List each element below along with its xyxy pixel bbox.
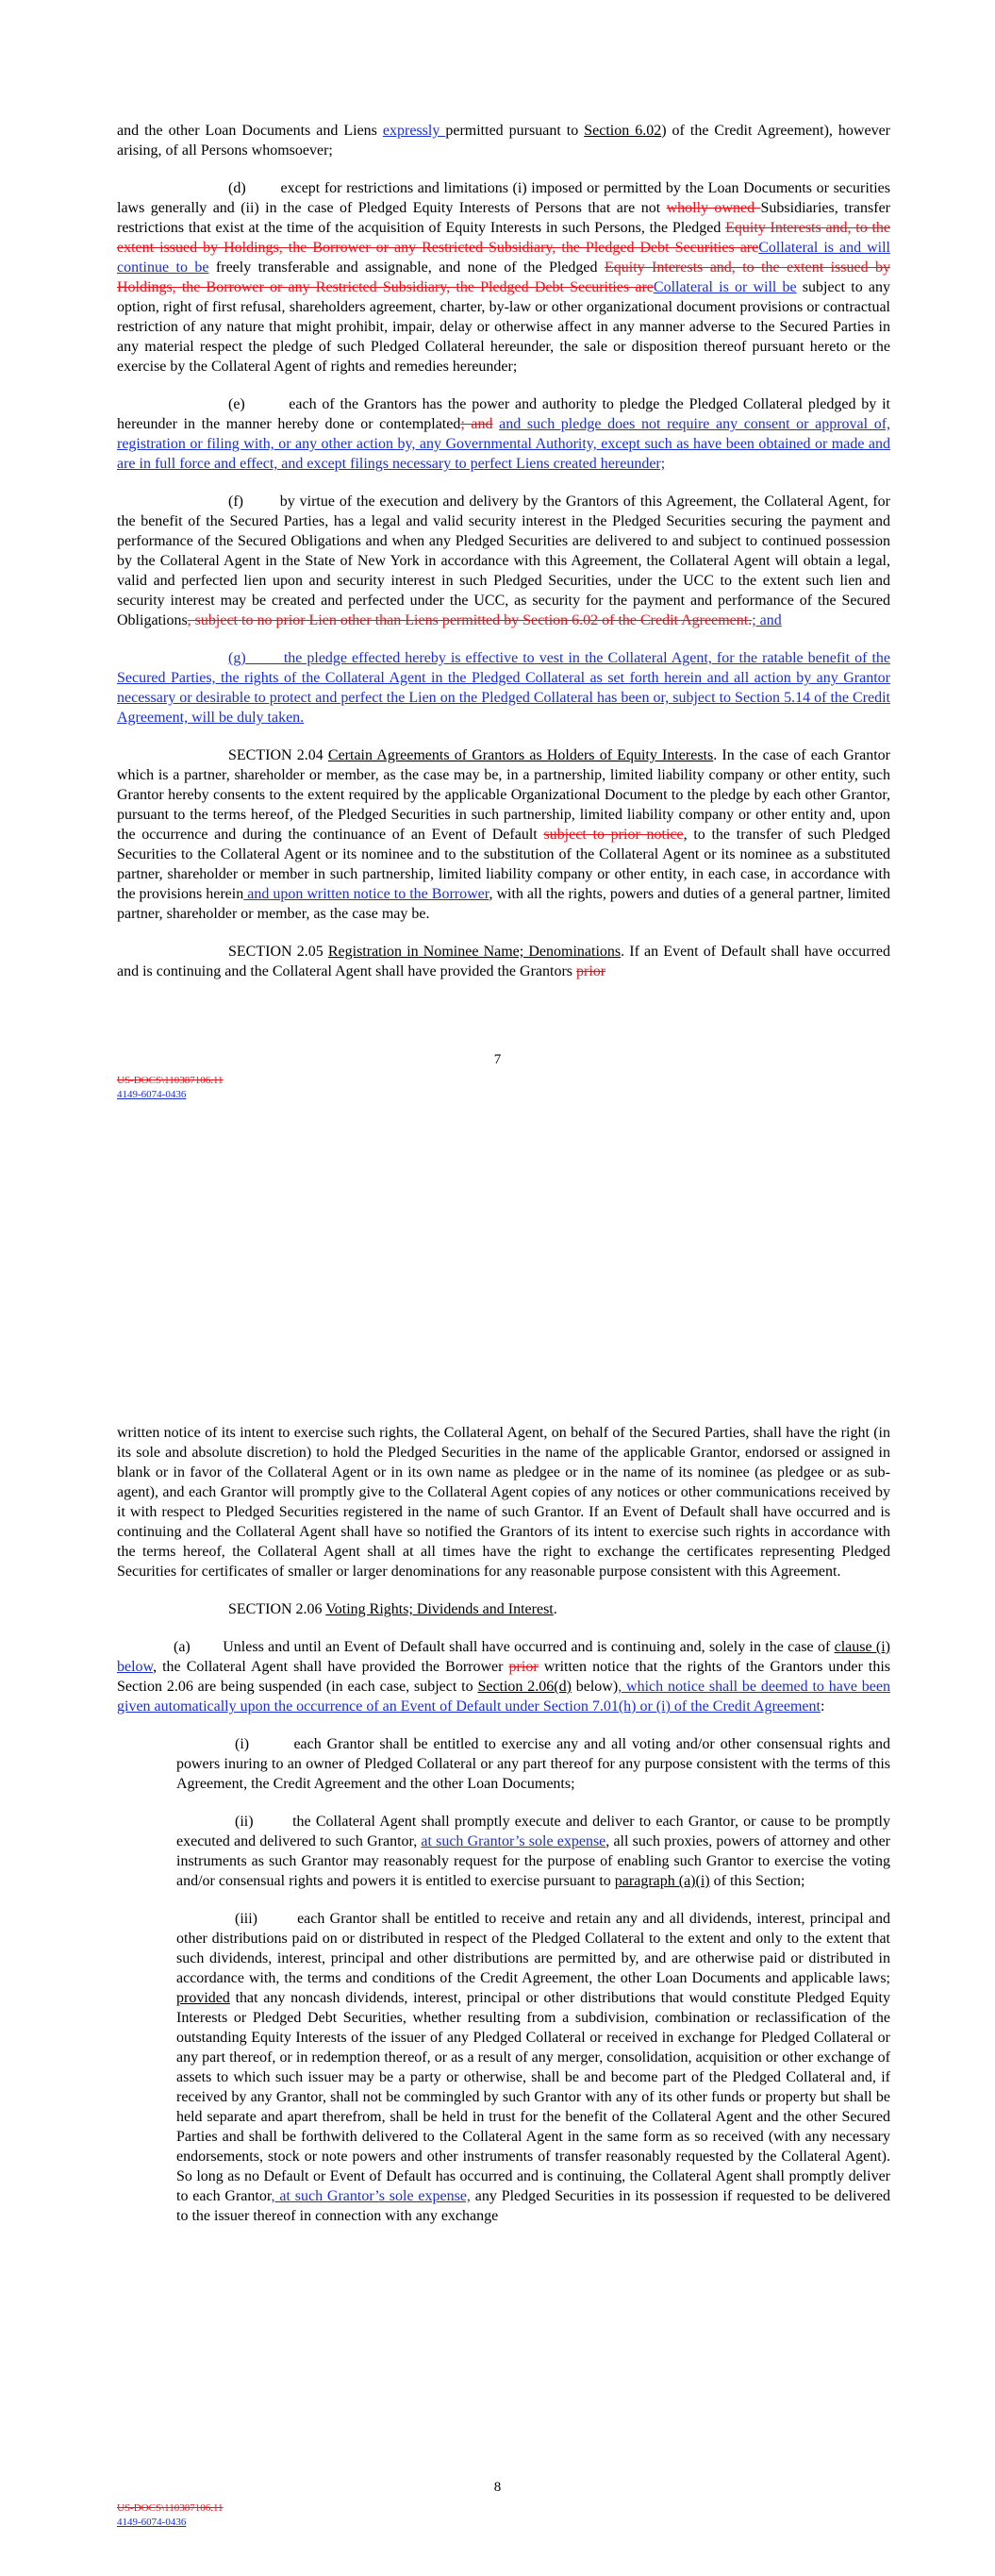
- page-body: [117, 121, 890, 999]
- inserted-text: , at such Grantor’s sole expense,: [271, 2188, 471, 2204]
- text-run: :: [820, 1698, 825, 1715]
- text-run: written notice that the rights of the Grantors under this Section 2.06 are being suspended (in each case, subject to: [117, 1659, 890, 1695]
- text-run: (i) each Grantor shall be entitled to exercise any and all voting and/or other consensual rights and powers inuring to an owner of Pledged Collateral or any part thereof for any purpose consistent with the terms of this Agreement, the Credit Agreement and the other Loan Documents;: [176, 1736, 890, 1792]
- underlined-text: provided: [176, 1990, 230, 2006]
- page-number: 7: [493, 1052, 502, 1067]
- document-footer: [117, 2501, 224, 2530]
- deleted-text: ; and: [460, 416, 493, 432]
- underlined-text: Voting Rights; Dividends and Interest: [325, 1601, 554, 1617]
- text-run: any Pledged Securities in its possession if requested to be delivered to the issuer thereof in connection with any exchange: [176, 2188, 891, 2224]
- page-number: 8: [493, 2480, 502, 2495]
- text-run: SECTION 2.05: [228, 944, 328, 960]
- clause-d: [117, 178, 890, 376]
- text-run: permitted pursuant to: [445, 123, 585, 139]
- clause-g: [117, 648, 890, 728]
- footer-inserted-id: 4149-6074-0436: [117, 2517, 187, 2528]
- deleted-text: wholly owned: [666, 200, 761, 216]
- inserted-text: and upon written notice to the Borrower: [243, 886, 489, 902]
- inserted-text: Collateral is and will continue to be: [117, 240, 891, 276]
- text-run: , the Collateral Agent shall have provided the Borrower: [153, 1659, 509, 1675]
- text-run: , to the transfer of such Pledged Securities to the Collateral Agent or its nominee and to the substitution of the Collateral Agent or its nominee as a substituted partner, shareholder or member in such partnership, limited liability company or other entity, in each case, in accordance with the provisions herein: [117, 827, 890, 902]
- text-run: (ii) the Collateral Agent shall promptly execute and deliver to each Grantor, or cause to be promptly executed and delivered to such Grantor,: [176, 1814, 890, 1849]
- deleted-text: Equity Interests and, to the extent issued by Holdings, the Borrower or any Restricted Subsidiary, the Pledged Debt Securities are: [117, 259, 891, 295]
- section-2-04: [117, 745, 890, 924]
- text-run: ) of the Credit Agreement), however arising, of all Persons whomsoever;: [117, 123, 891, 159]
- clause-e: [117, 394, 890, 474]
- text-run: , all such proxies, powers of attorney and other instruments as such Grantor may reasonably request for the purpose of enabling such Grantor to exercise the voting and/or consensual rights and powers it is entitled to exercise pursuant to: [176, 1833, 891, 1889]
- inserted-text: below: [117, 1659, 154, 1675]
- deleted-text: prior: [508, 1659, 539, 1675]
- deleted-text: subject to prior notice: [543, 827, 684, 843]
- deleted-text: Equity Interests and, to the extent issued by Holdings, the Borrower or any Restricted Subsidiary, the Pledged Debt Securities are: [117, 220, 890, 256]
- footer-inserted-id: 4149-6074-0436: [117, 1089, 187, 1100]
- text-run: (iii) each Grantor shall be entitled to receive and retain any and all dividends, interest, principal and other distributions paid on or distributed in respect of the Pledged Collateral to the extent and only to the extent that such dividends, interest, principal and other distributions are permitted by, and are otherwise paid or distributed in accordance with, the terms and conditions of the Credit Agreement, the other Loan Documents and applicable laws;: [176, 1911, 890, 1986]
- inserted-text: Collateral is or will be: [653, 279, 797, 295]
- section-2-06-heading: [117, 1599, 890, 1619]
- deleted-text: , subject to no prior Lien other than Liens permitted by Section 6.02 of the Credit Agreement.: [187, 612, 753, 628]
- text-run: (f) by virtue of the execution and delivery by the Grantors of this Agreement, the Collateral Agent, for the benefit of the Secured Parties, has a legal and valid security interest in the Pledged Securities securing the payment and performance of the Secured Obligations and when any Pledged Securities are delivered to and subject to continued possession by the Collateral Agent in the State of New York in accordance with this Agreement, the Collateral Agent will obtain a legal, valid and perfected lien upon and security interest in such Pledged Securities, under the UCC to the extent such lien and security interest may be created and perfected under the UCC, as security for the payment and performance of the Secured Obligations: [117, 493, 890, 628]
- clause-a-ii: [176, 1812, 890, 1891]
- document-footer: [117, 1074, 224, 1102]
- text-run: SECTION 2.06: [228, 1601, 326, 1617]
- document-page-7: [0, 0, 995, 1283]
- text-run: freely transferable and assignable, and none of the Pledged: [208, 259, 605, 276]
- underlined-text: Certain Agreements of Grantors as Holders of Equity Interests: [327, 747, 714, 763]
- text-run: (a) Unless and until an Event of Default shall have occurred and is continuing and, solely in the case of: [174, 1639, 835, 1655]
- underlined-text: Section 2.06(d): [477, 1679, 572, 1695]
- clause-f: [117, 492, 890, 630]
- underlined-text: Section 6.02: [584, 123, 662, 139]
- footer-deleted-id: US-DOCS\110387106.11: [117, 1075, 224, 1086]
- inserted-text: at such Grantor’s sole expense: [421, 1833, 606, 1849]
- text-run: and the other Loan Documents and Liens: [117, 123, 383, 139]
- clause-a-iii: [176, 1909, 890, 2226]
- paragraph-continuation: [117, 1423, 890, 1581]
- text-run: , with all the rights, powers and duties of a general partner, limited partner, shareholder or member, as the case may be.: [117, 886, 890, 922]
- footer-deleted-id: US-DOCS\110387106.11: [117, 2502, 224, 2514]
- underlined-text: clause (i): [834, 1639, 890, 1655]
- clause-a-i: [176, 1734, 890, 1794]
- text-run: written notice of its intent to exercise such rights, the Collateral Agent, on behalf of the Secured Parties, shall have the right (in its sole and absolute discretion) to hold the Pledged Securities in the name of the applicable Grantor, endorsed or assigned in blank or in favor of the Collateral Agent or in its own name as pledgee or in the name of its nominee (as pledgee or as sub-agent), and each Grantor will promptly give to the Collateral Agent copies of any notices or other communications received by it with respect to Pledged Securities registered in the name of such Grantor. If an Event of Default shall have occurred and is continuing and the Collateral Agent shall have so notified the Grantors of its intent to exercise such rights in accordance with the terms hereof, the Collateral Agent shall at all times have the right to exchange the certificates representing Pledged Securities for certificates of smaller or larger denominations for any reasonable purpose consistent with this Agreement.: [117, 1425, 890, 1580]
- text-run: subject to any option, right of first refusal, shareholders agreement, charter, by-law or other organizational document provisions or contractual restriction of any nature that might prohibit, impair, delay or otherwise affect in any manner adverse to the Secured Parties in any material respect the pledge of such Pledged Collateral hereunder, the sale or disposition thereof pursuant hereto or the exercise by the Collateral Agent of rights and remedies hereunder;: [117, 279, 891, 375]
- underlined-text: Registration in Nominee Name; Denominations: [327, 944, 622, 960]
- deleted-text: prior: [576, 963, 606, 979]
- inserted-text: and such pledge does not require any consent or approval of, registration or filing with, or any other action by, any Governmental Authority, except such as have been obtained or made and are in full force and effect, and except filings necessary to perfect Liens created hereunder;: [117, 416, 891, 472]
- clause-a: [117, 1637, 890, 1716]
- section-2-05: [117, 942, 890, 981]
- underlined-text: paragraph (a)(i): [614, 1873, 710, 1889]
- inserted-text: expressly: [382, 123, 446, 139]
- inserted-text: ; and: [752, 612, 782, 628]
- text-run: that any noncash dividends, interest, principal or other distributions that would constitute Pledged Equity Interests or Pledged Debt Securities, whether resulting from a subdivision, combination or reclassification of the outstanding Equity Interests of the issuer of any Pledged Collateral or received in exchange for Pledged Collateral or any part thereof, or in redemption thereof, or as a result of any merger, consolidation, acquisition or other exchange of assets to which such issuer may be a party or otherwise, shall be and become part of the Pledged Collateral and, if received by any Grantor, shall not be commingled by such Grantor with any of its other funds or property but shall be held separate and apart therefrom, shall be held in trust for the benefit of the Collateral Agent and the other Secured Parties and shall be forthwith delivered to the Collateral Agent in the same form as so received (with any necessary endorsements, stock or note powers and other instruments of transfer reasonably requested by the Collateral Agent). So long as no Default or Event of Default has occurred and is continuing, the Collateral Agent shall promptly deliver to each Grantor: [176, 1990, 890, 2204]
- text-run: Subsidiaries, transfer restrictions that exist at the time of the acquisition of Equity Interests in such Persons, the Pledged: [117, 200, 891, 236]
- text-run: of this Section;: [709, 1873, 805, 1889]
- text-run: below): [571, 1679, 619, 1695]
- inserted-text: , which notice shall be deemed to have been given automatically upon the occurrence of an Event of Default under Section 7.01(h) or (i) of the Credit Agreement: [117, 1679, 890, 1715]
- text-run: . In the case of each Grantor which is a partner, shareholder or member, as the case may be, in a partnership, limited liability company or other entity, such Grantor hereby consents to the extent required by the applicable Organizational Document to the pledge by each other Grantor, pursuant to the terms hereof, of the Pledged Securities in such partnership, limited liability company or other entity and, upon the occurrence and during the continuance of an Event of Default: [117, 747, 890, 843]
- page-body: [117, 1423, 890, 2244]
- inserted-text: (g) the pledge effected hereby is effective to vest in the Collateral Agent, for the ratable benefit of the Secured Parties, the rights of the Collateral Agent in the Pledged Collateral as set forth herein and all action by any Grantor necessary or desirable to protect and perfect the Lien on the Pledged Collateral has been or, subject to Section 5.14 of the Credit Agreement, will be duly taken.: [117, 650, 890, 726]
- text-run: (e) each of the Grantors has the power and authority to pledge the Pledged Collateral pledged by it hereunder in the manner hereby done or contemplated: [117, 396, 890, 432]
- text-run: . If an Event of Default shall have occurred and is continuing and the Collateral Agent shall have provided the Grantors: [117, 944, 891, 979]
- text-run: .: [553, 1601, 557, 1617]
- text-run: SECTION 2.04: [228, 747, 328, 763]
- paragraph-continuation: [117, 121, 890, 160]
- document-page-8: [0, 1283, 995, 2576]
- text-run: (d) except for restrictions and limitations (i) imposed or permitted by the Loan Documents or securities laws generally and (ii) in the case of Pledged Equity Interests of Persons that are not: [117, 180, 890, 216]
